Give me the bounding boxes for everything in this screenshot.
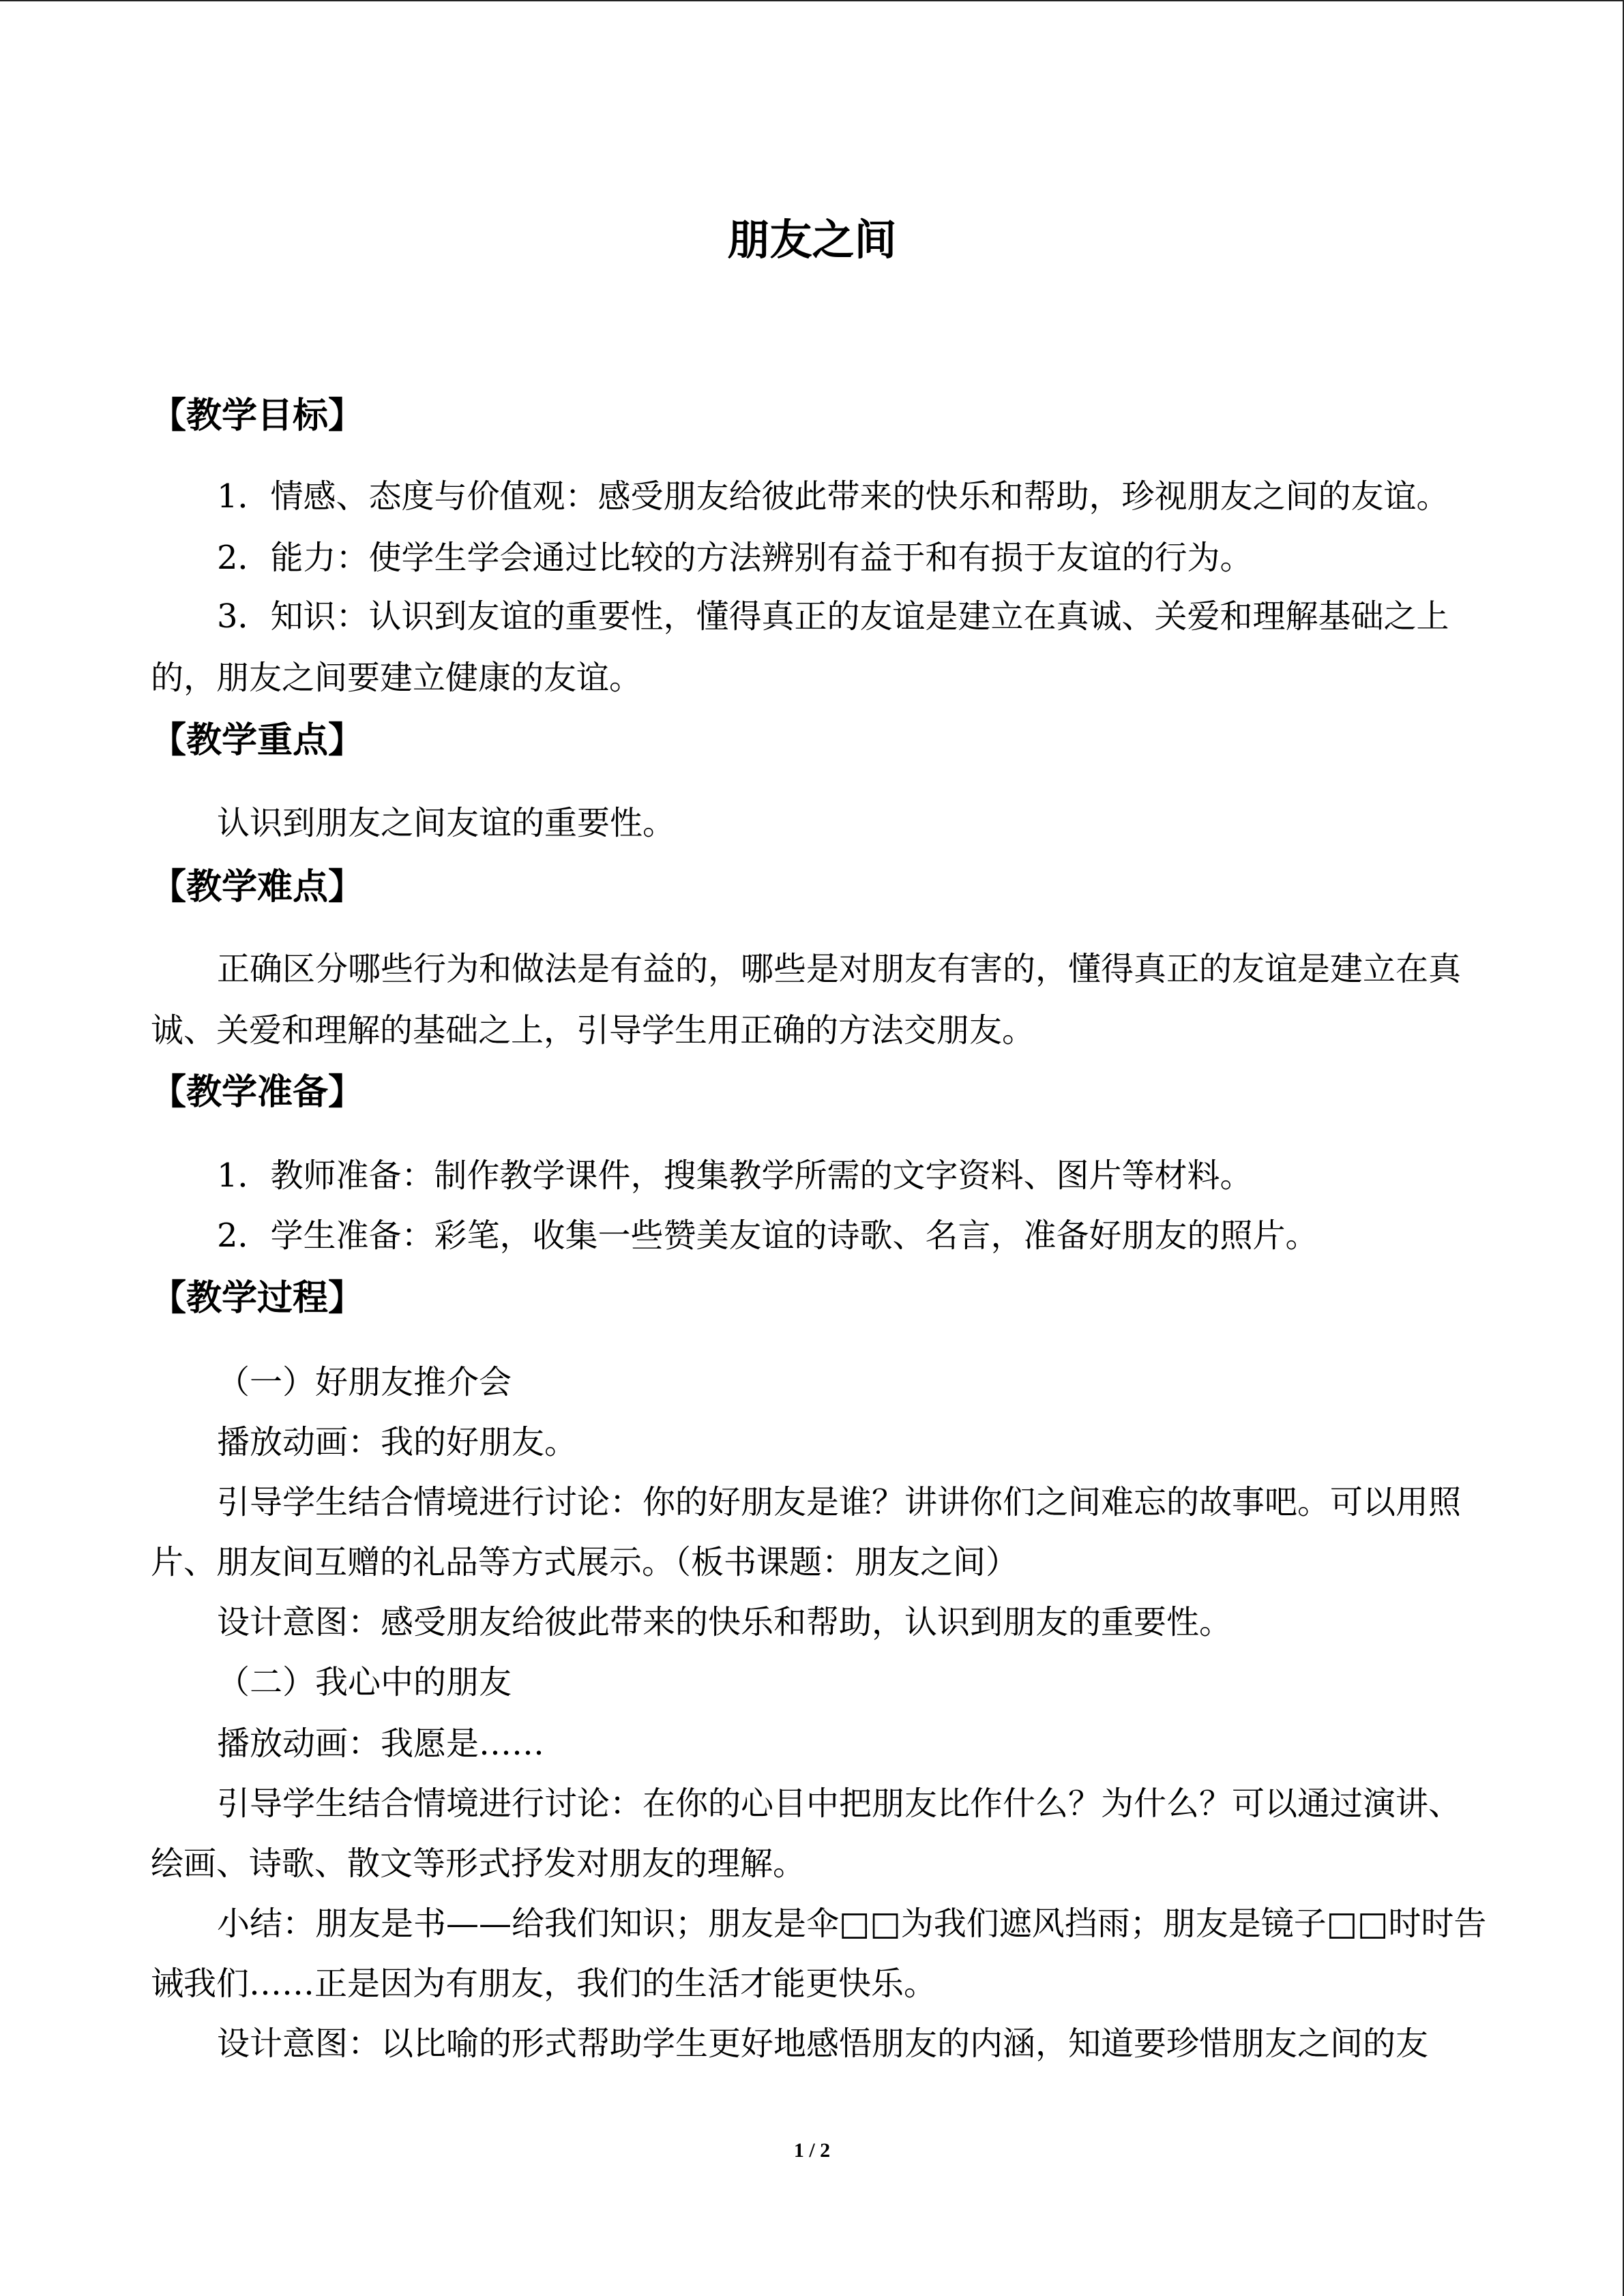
section-heading-process: 【教学过程】	[151, 1278, 364, 1319]
process-line-8: 引导学生结合情境进行讨论：在你的心目中把朋友比作什么？为什么？可以通过演讲、	[217, 1785, 1462, 1823]
process-line-7: 播放动画：我愿是……	[217, 1725, 545, 1763]
objectives-line-4: 的，朋友之间要建立健康的友谊。	[151, 659, 643, 697]
document-title: 朋友之间	[727, 215, 897, 265]
objectives-line-1: 1．情感、态度与价值观：感受朋友给彼此带来的快乐和帮助，珍视朋友之间的友谊。	[217, 477, 1449, 516]
objectives-line-2: 2．能力：使学生学会通过比较的方法辨别有益于和有损于友谊的行为。	[217, 539, 1253, 577]
process-line-5: 设计意图：感受朋友给彼此带来的快乐和帮助，认识到朋友的重要性。	[217, 1603, 1232, 1641]
difficulties-line-1: 正确区分哪些行为和做法是有益的，哪些是对朋友有害的，懂得真正的友谊是建立在真	[217, 950, 1462, 988]
page-number: 1 / 2	[793, 2139, 831, 2162]
process-line-10: 小结：朋友是书——给我们知识；朋友是伞□□为我们遮风挡雨；朋友是镜子□□时时告	[217, 1905, 1487, 1943]
difficulties-line-2: 诚、关爱和理解的基础之上，引导学生用正确的方法交朋友。	[151, 1011, 1035, 1049]
section-heading-key-points: 【教学重点】	[151, 720, 364, 761]
process-line-9: 绘画、诗歌、散文等形式抒发对朋友的理解。	[151, 1845, 806, 1883]
process-line-11: 诫我们……正是因为有朋友，我们的生活才能更快乐。	[151, 1965, 937, 2003]
process-line-4: 片、朋友间互赠的礼品等方式展示。（板书课题：朋友之间）	[151, 1543, 1019, 1581]
objectives-line-3: 3．知识：认识到友谊的重要性，懂得真正的友谊是建立在真诚、关爱和理解基础之上	[217, 597, 1449, 636]
section-heading-difficulties: 【教学难点】	[151, 867, 364, 908]
process-line-1: （一）好朋友推介会	[217, 1363, 512, 1401]
process-line-6: （二）我心中的朋友	[217, 1663, 512, 1701]
section-heading-preparation: 【教学准备】	[151, 1072, 364, 1113]
key-points-line-1: 认识到朋友之间友谊的重要性。	[217, 804, 676, 842]
preparation-line-1: 1．教师准备：制作教学课件，搜集教学所需的文字资料、图片等材料。	[217, 1157, 1253, 1195]
section-heading-objectives: 【教学目标】	[151, 396, 364, 436]
preparation-line-2: 2．学生准备：彩笔，收集一些赞美友谊的诗歌、名言，准备好朋友的照片。	[217, 1217, 1318, 1255]
process-line-12: 设计意图：以比喻的形式帮助学生更好地感悟朋友的内涵，知道要珍惜朋友之间的友	[217, 2025, 1429, 2063]
process-line-3: 引导学生结合情境进行讨论：你的好朋友是谁？讲讲你们之间难忘的故事吧。可以用照	[217, 1483, 1462, 1521]
process-line-2: 播放动画：我的好朋友。	[217, 1423, 578, 1461]
